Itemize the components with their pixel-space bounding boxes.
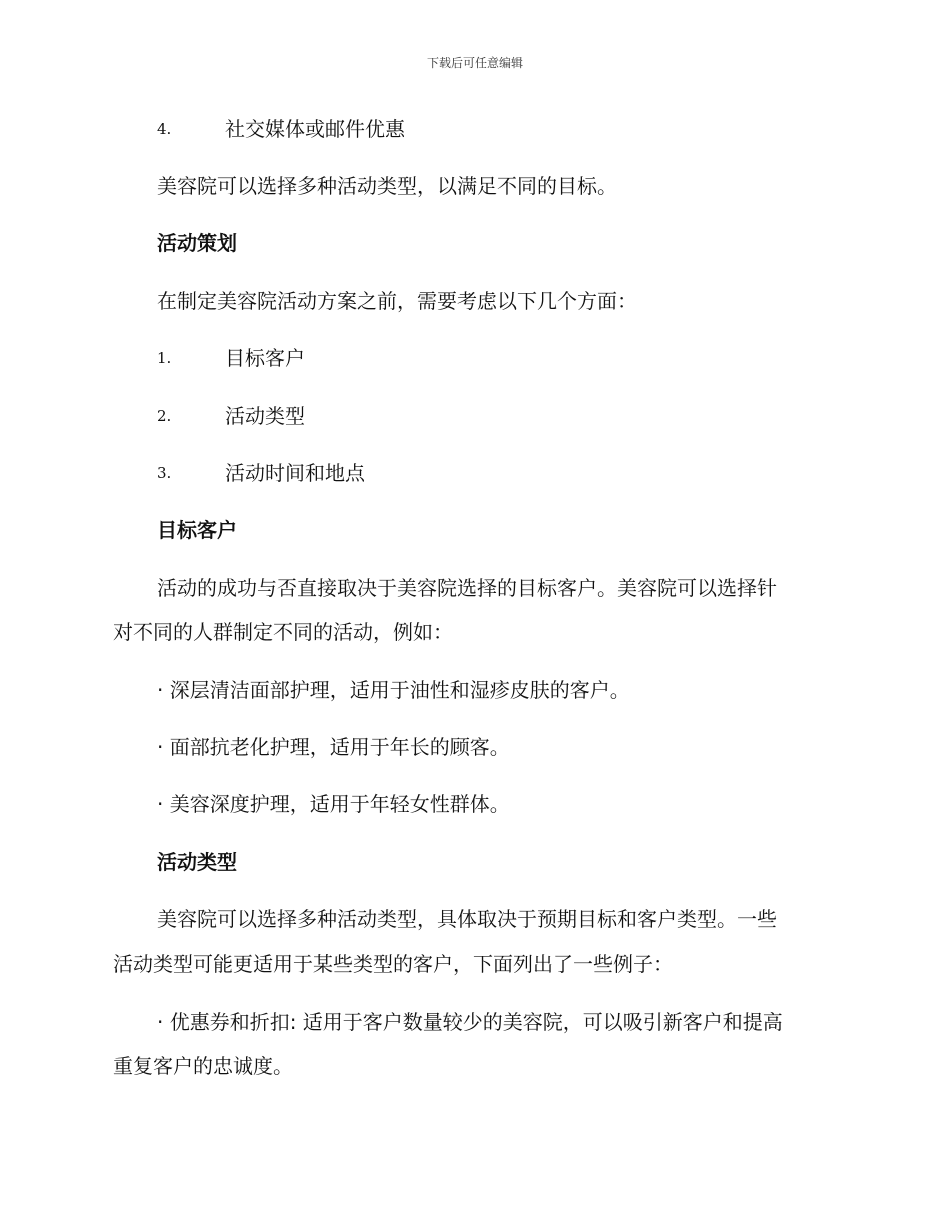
list-item-text: 目标客户 [225,346,305,370]
list-item-text: 社交媒体或邮件优惠 [225,117,405,141]
list-number: 1. [157,349,172,367]
section-heading: 活动类型 [157,850,237,874]
list-item-text: 活动类型 [225,404,305,428]
section-heading: 目标客户 [157,518,237,542]
bullet-item: · 美容深度护理，适用于年轻女性群体。 [157,792,510,816]
bullet-item-line: 重复客户的忠诚度。 [113,1054,293,1078]
page-header: 下载后可任意编辑 [426,56,523,70]
list-number: 3. [157,464,172,482]
list-number: 2. [157,407,172,425]
paragraph-line: 活动类型可能更适用于某些类型的客户，下面列出了一些例子： [113,952,673,976]
bullet-item: · 深层清洁面部护理，适用于油性和湿疹皮肤的客户。 [157,678,630,702]
paragraph-line: 对不同的人群制定不同的活动，例如： [113,620,453,644]
paragraph: 在制定美容院活动方案之前，需要考虑以下几个方面： [157,289,637,313]
list-item-text: 活动时间和地点 [225,461,365,485]
bullet-item: · 面部抗老化护理，适用于年长的顾客。 [157,735,510,759]
section-heading: 活动策划 [157,231,237,255]
paragraph-line: 活动的成功与否直接取决于美容院选择的目标客户。美容院可以选择针 [157,576,777,600]
bullet-item-line: · 优惠券和折扣: 适用于客户数量较少的美容院，可以吸引新客户和提高 [157,1010,783,1034]
list-number: 4. [157,120,172,138]
paragraph: 美容院可以选择多种活动类型，以满足不同的目标。 [157,174,617,198]
paragraph-line: 美容院可以选择多种活动类型，具体取决于预期目标和客户类型。一些 [157,907,777,931]
